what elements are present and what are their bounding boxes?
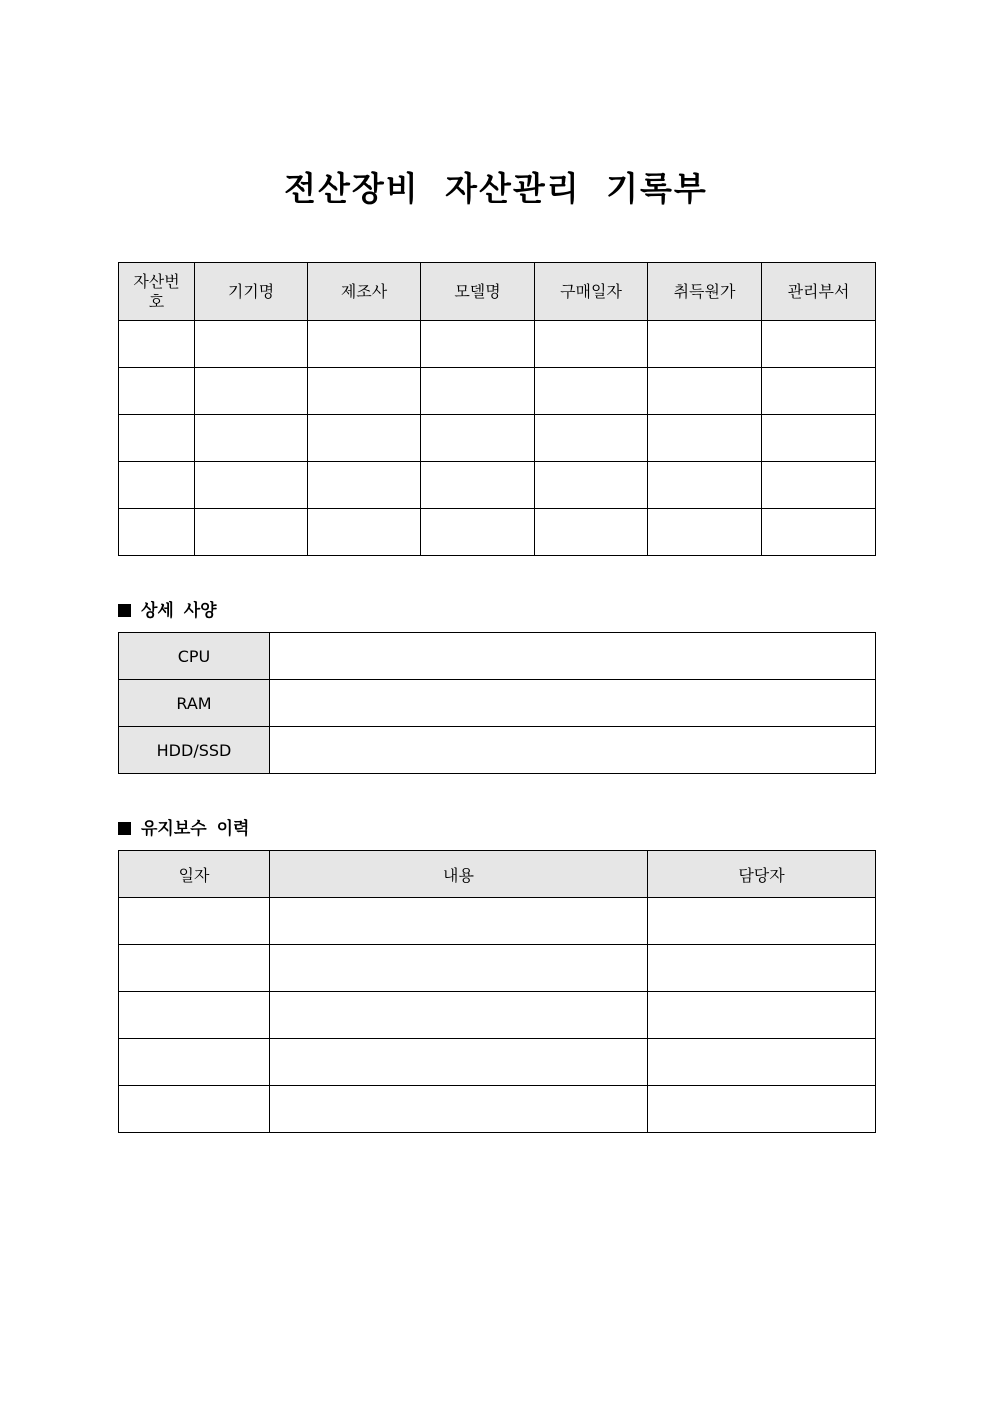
- table-row: [119, 509, 876, 556]
- table-row: [119, 945, 876, 992]
- date-cell[interactable]: [119, 992, 270, 1039]
- content-cell[interactable]: [270, 898, 648, 945]
- black-square-icon: [118, 822, 131, 835]
- acquisition-cost-cell[interactable]: [648, 368, 762, 415]
- asset-number-cell[interactable]: [119, 415, 195, 462]
- header-model-name: 모델명: [421, 263, 535, 321]
- maintenance-section-heading: [118, 814, 249, 839]
- acquisition-cost-cell[interactable]: [648, 509, 762, 556]
- person-in-charge-cell[interactable]: [648, 945, 876, 992]
- manufacturer-cell[interactable]: [308, 368, 421, 415]
- content-cell[interactable]: [270, 1086, 648, 1133]
- asset-number-cell[interactable]: [119, 321, 195, 368]
- header-content: 내용: [270, 851, 648, 898]
- manufacturer-cell[interactable]: [308, 415, 421, 462]
- date-cell[interactable]: [119, 898, 270, 945]
- header-purchase-date: 구매일자: [535, 263, 648, 321]
- header-person-in-charge: 담당자: [648, 851, 876, 898]
- table-row: [119, 898, 876, 945]
- device-name-cell[interactable]: [195, 509, 308, 556]
- spec-label-ram: RAM: [119, 680, 270, 727]
- managing-department-cell[interactable]: [762, 509, 876, 556]
- asset-number-cell[interactable]: [119, 509, 195, 556]
- spec-table: [118, 632, 876, 774]
- purchase-date-cell[interactable]: [535, 415, 648, 462]
- spec-label-storage: HDD/SSD: [119, 727, 270, 774]
- header-acquisition-cost: 취득원가: [648, 263, 762, 321]
- manufacturer-cell[interactable]: [308, 509, 421, 556]
- date-cell[interactable]: [119, 1039, 270, 1086]
- spec-section-heading-text: 상세 사양: [141, 601, 217, 621]
- managing-department-cell[interactable]: [762, 462, 876, 509]
- table-row: [119, 321, 876, 368]
- header-device-name: 기기명: [195, 263, 308, 321]
- maintenance-table: [118, 850, 876, 1133]
- purchase-date-cell[interactable]: [535, 368, 648, 415]
- model-name-cell[interactable]: [421, 462, 535, 509]
- asset-table-header-row: [119, 263, 876, 321]
- spec-value-ram[interactable]: [270, 680, 876, 727]
- maintenance-section-heading-text: 유지보수 이력: [141, 819, 250, 839]
- person-in-charge-cell[interactable]: [648, 1086, 876, 1133]
- person-in-charge-cell[interactable]: [648, 992, 876, 1039]
- spec-row-cpu: [119, 633, 876, 680]
- purchase-date-cell[interactable]: [535, 509, 648, 556]
- content-cell[interactable]: [270, 945, 648, 992]
- spec-value-storage[interactable]: [270, 727, 876, 774]
- page-title: 전산장비 자산관리 기록부: [284, 169, 708, 208]
- content-cell[interactable]: [270, 992, 648, 1039]
- spec-section-heading: [118, 596, 217, 621]
- date-cell[interactable]: [119, 1086, 270, 1133]
- table-row: [119, 1086, 876, 1133]
- spec-row-ram: [119, 680, 876, 727]
- purchase-date-cell[interactable]: [535, 321, 648, 368]
- table-row: [119, 368, 876, 415]
- table-row: [119, 992, 876, 1039]
- model-name-cell[interactable]: [421, 321, 535, 368]
- spec-label-cpu: CPU: [119, 633, 270, 680]
- device-name-cell[interactable]: [195, 321, 308, 368]
- manufacturer-cell[interactable]: [308, 462, 421, 509]
- manufacturer-cell[interactable]: [308, 321, 421, 368]
- date-cell[interactable]: [119, 945, 270, 992]
- person-in-charge-cell[interactable]: [648, 1039, 876, 1086]
- header-date: 일자: [119, 851, 270, 898]
- model-name-cell[interactable]: [421, 368, 535, 415]
- purchase-date-cell[interactable]: [535, 462, 648, 509]
- managing-department-cell[interactable]: [762, 321, 876, 368]
- asset-number-cell[interactable]: [119, 368, 195, 415]
- device-name-cell[interactable]: [195, 368, 308, 415]
- header-asset-number: 자산번호: [119, 263, 195, 321]
- managing-department-cell[interactable]: [762, 415, 876, 462]
- managing-department-cell[interactable]: [762, 368, 876, 415]
- header-manufacturer: 제조사: [308, 263, 421, 321]
- person-in-charge-cell[interactable]: [648, 898, 876, 945]
- model-name-cell[interactable]: [421, 415, 535, 462]
- spec-value-cpu[interactable]: [270, 633, 876, 680]
- table-row: [119, 1039, 876, 1086]
- table-row: [119, 462, 876, 509]
- acquisition-cost-cell[interactable]: [648, 415, 762, 462]
- device-name-cell[interactable]: [195, 415, 308, 462]
- acquisition-cost-cell[interactable]: [648, 321, 762, 368]
- model-name-cell[interactable]: [421, 509, 535, 556]
- table-row: [119, 415, 876, 462]
- asset-table: [118, 262, 876, 556]
- device-name-cell[interactable]: [195, 462, 308, 509]
- content-cell[interactable]: [270, 1039, 648, 1086]
- spec-row-storage: [119, 727, 876, 774]
- header-managing-department: 관리부서: [762, 263, 876, 321]
- black-square-icon: [118, 604, 131, 617]
- maintenance-table-header-row: [119, 851, 876, 898]
- acquisition-cost-cell[interactable]: [648, 462, 762, 509]
- asset-number-cell[interactable]: [119, 462, 195, 509]
